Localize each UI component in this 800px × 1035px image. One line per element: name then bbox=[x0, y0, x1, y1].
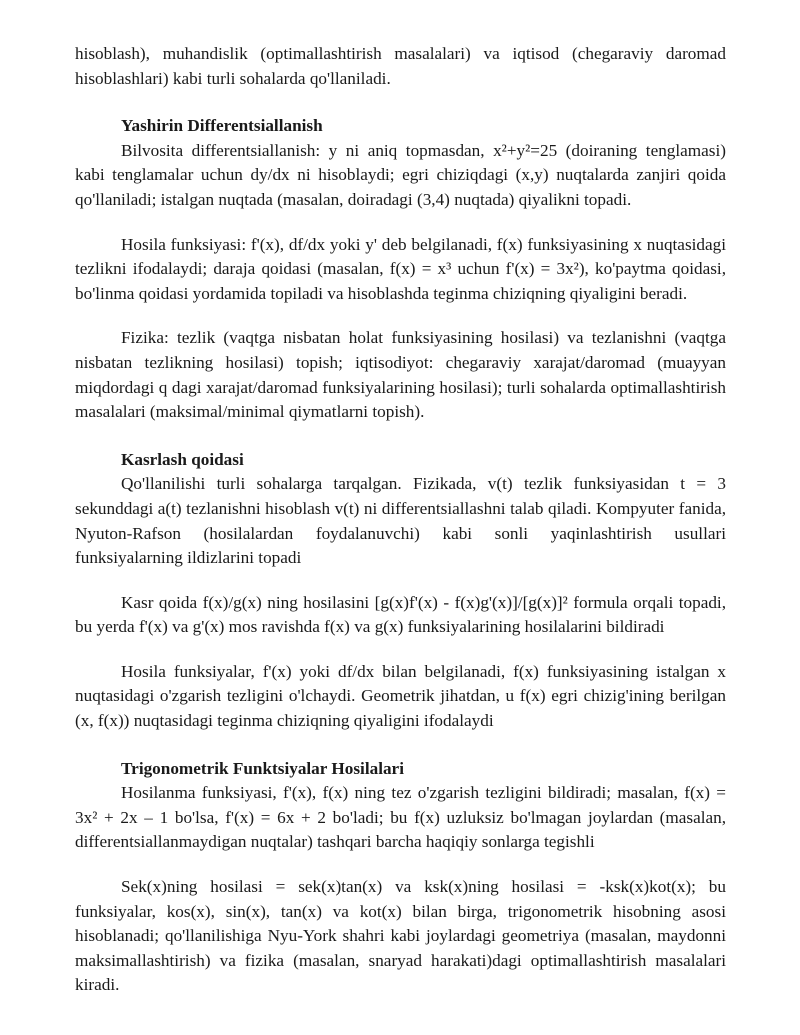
heading-trig-derivatives: Trigonometrik Funktsiyalar Hosilalari bbox=[121, 758, 404, 778]
spacer bbox=[75, 640, 726, 660]
spacer bbox=[75, 213, 726, 233]
intro-paragraph: hisoblash), muhandislik (optimallashtirish masalalari) va iqtisod (chegaraviy daromad hisoblashlari) kabi turli sohalarda qo'llaniladi. bbox=[75, 44, 726, 88]
paragraph-trig-2: Sek(x)ning hosilasi = sek(x)tan(x) va ksk(x)ning hosilasi = -ksk(x)kot(x); bu funksiyalar, kos(x), sin(x), tan(x) va kot(x) bilan birga, trigonometrik hisobning asosi hisoblanadi; qo'llanilishiga Nyu-York shahri kabi joylardagi geometriya (masalan, maydonni maksimallashtirish) va fizika (masalan, snaryad harakati)dagi optimallashtirish masalalari kiradi. bbox=[75, 877, 726, 995]
paragraph-implicit-1: Bilvosita differentsiallanish: y ni aniq topmasdan, x²+y²=25 (doiraning tenglamasi) kabi tenglamalar uchun dy/dx ni hisoblaydi; egri chiziqdagi (x,y) nuqtalarda zanjiri qoida qo'llaniladi; istalgan nuqtada (masalan, doiradagi (3,4) nuqtada) qiyalikni topadi. bbox=[75, 140, 726, 209]
paragraph-quotient-1: Qo'llanilishi turli sohalarga tarqalgan. Fizikada, v(t) tezlik funksiyasidan t = 3 sekunddagi a(t) tezlanishni hisoblash v(t) ni differentsiallashni talab qiladi. Kompyuter fanida, Nyuton-Rafson (hosilalardan foydalanuvchi) kabi sonli yaqinlashtirish usullari funksiyalarning ildizlarini topadi bbox=[75, 474, 726, 568]
spacer bbox=[75, 855, 726, 875]
paragraph-quotient-3: Hosila funksiyalar, f'(x) yoki df/dx bilan belgilanadi, f(x) funksiyasining istalgan x nuqtasidagi o'zgarish tezligini o'lchaydi. Geometrik jihatdan, u f(x) egri chizig'ining berilgan (x, f(x)) nuqtasidagi teginma chiziqning qiyaligini ifodalaydi bbox=[75, 661, 726, 731]
spacer bbox=[75, 425, 726, 448]
spacer bbox=[75, 91, 726, 114]
spacer bbox=[75, 306, 726, 326]
paragraph-trig-1: Hosilanma funksiyasi, f'(x), f(x) ning tez o'zgarish tezligini bildiradi; masalan, f(x) = 3x² + 2x – 1 bo'lsa, f'(x) = 6x + 2 bo'ladi; bu f(x) uzluksiz bo'lmagan joylardan (masalan, differentsiallanmaydigan nuqtalar) tashqari barcha haqiqiy sonlarga tegishli bbox=[75, 783, 726, 852]
paragraph-implicit-3: Fizika: tezlik (vaqtga nisbatan holat funksiyasining hosilasi) va tezlanishni (vaqtga nisbatan tezlikning hosilasi) topish; iqtisodiyot: chegaraviy xarajat/daromad (muayyan miqdordagi q dagi xarajat/daromad funksiyalarining hosilasi); turli sohalarda optimallashtirish masalalari (maksimal/minimal qiymatlarni topish). bbox=[75, 328, 726, 422]
heading-implicit-differentiation: Yashirin Differentsiallanish bbox=[121, 116, 323, 136]
paragraph-quotient-2: Kasr qoida f(x)/g(x) ning hosilasini [g(x)f'(x) - f(x)g'(x)]/[g(x)]² formula orqali topadi, bu yerda f'(x) va g'(x) mos ravishda f(x) va g(x) funksiyalarining hosilalarini bildiradi bbox=[75, 592, 726, 637]
paragraph-implicit-2: Hosila funksiyasi: f'(x), df/dx yoki y' deb belgilanadi, f(x) funksiyasining x nuqtasidagi tezlikni ifodalaydi; daraja qoidasi (masalan, f(x) = x³ uchun f'(x) = 3x²), ko'paytma qoidasi, bo'linma qoidasi yordamida topiladi va hisoblashda teginma chiziqning qiyaligini beradi. bbox=[75, 234, 726, 303]
spacer bbox=[75, 571, 726, 591]
spacer bbox=[75, 734, 726, 757]
heading-quotient-rule: Kasrlash qoidasi bbox=[121, 449, 244, 469]
